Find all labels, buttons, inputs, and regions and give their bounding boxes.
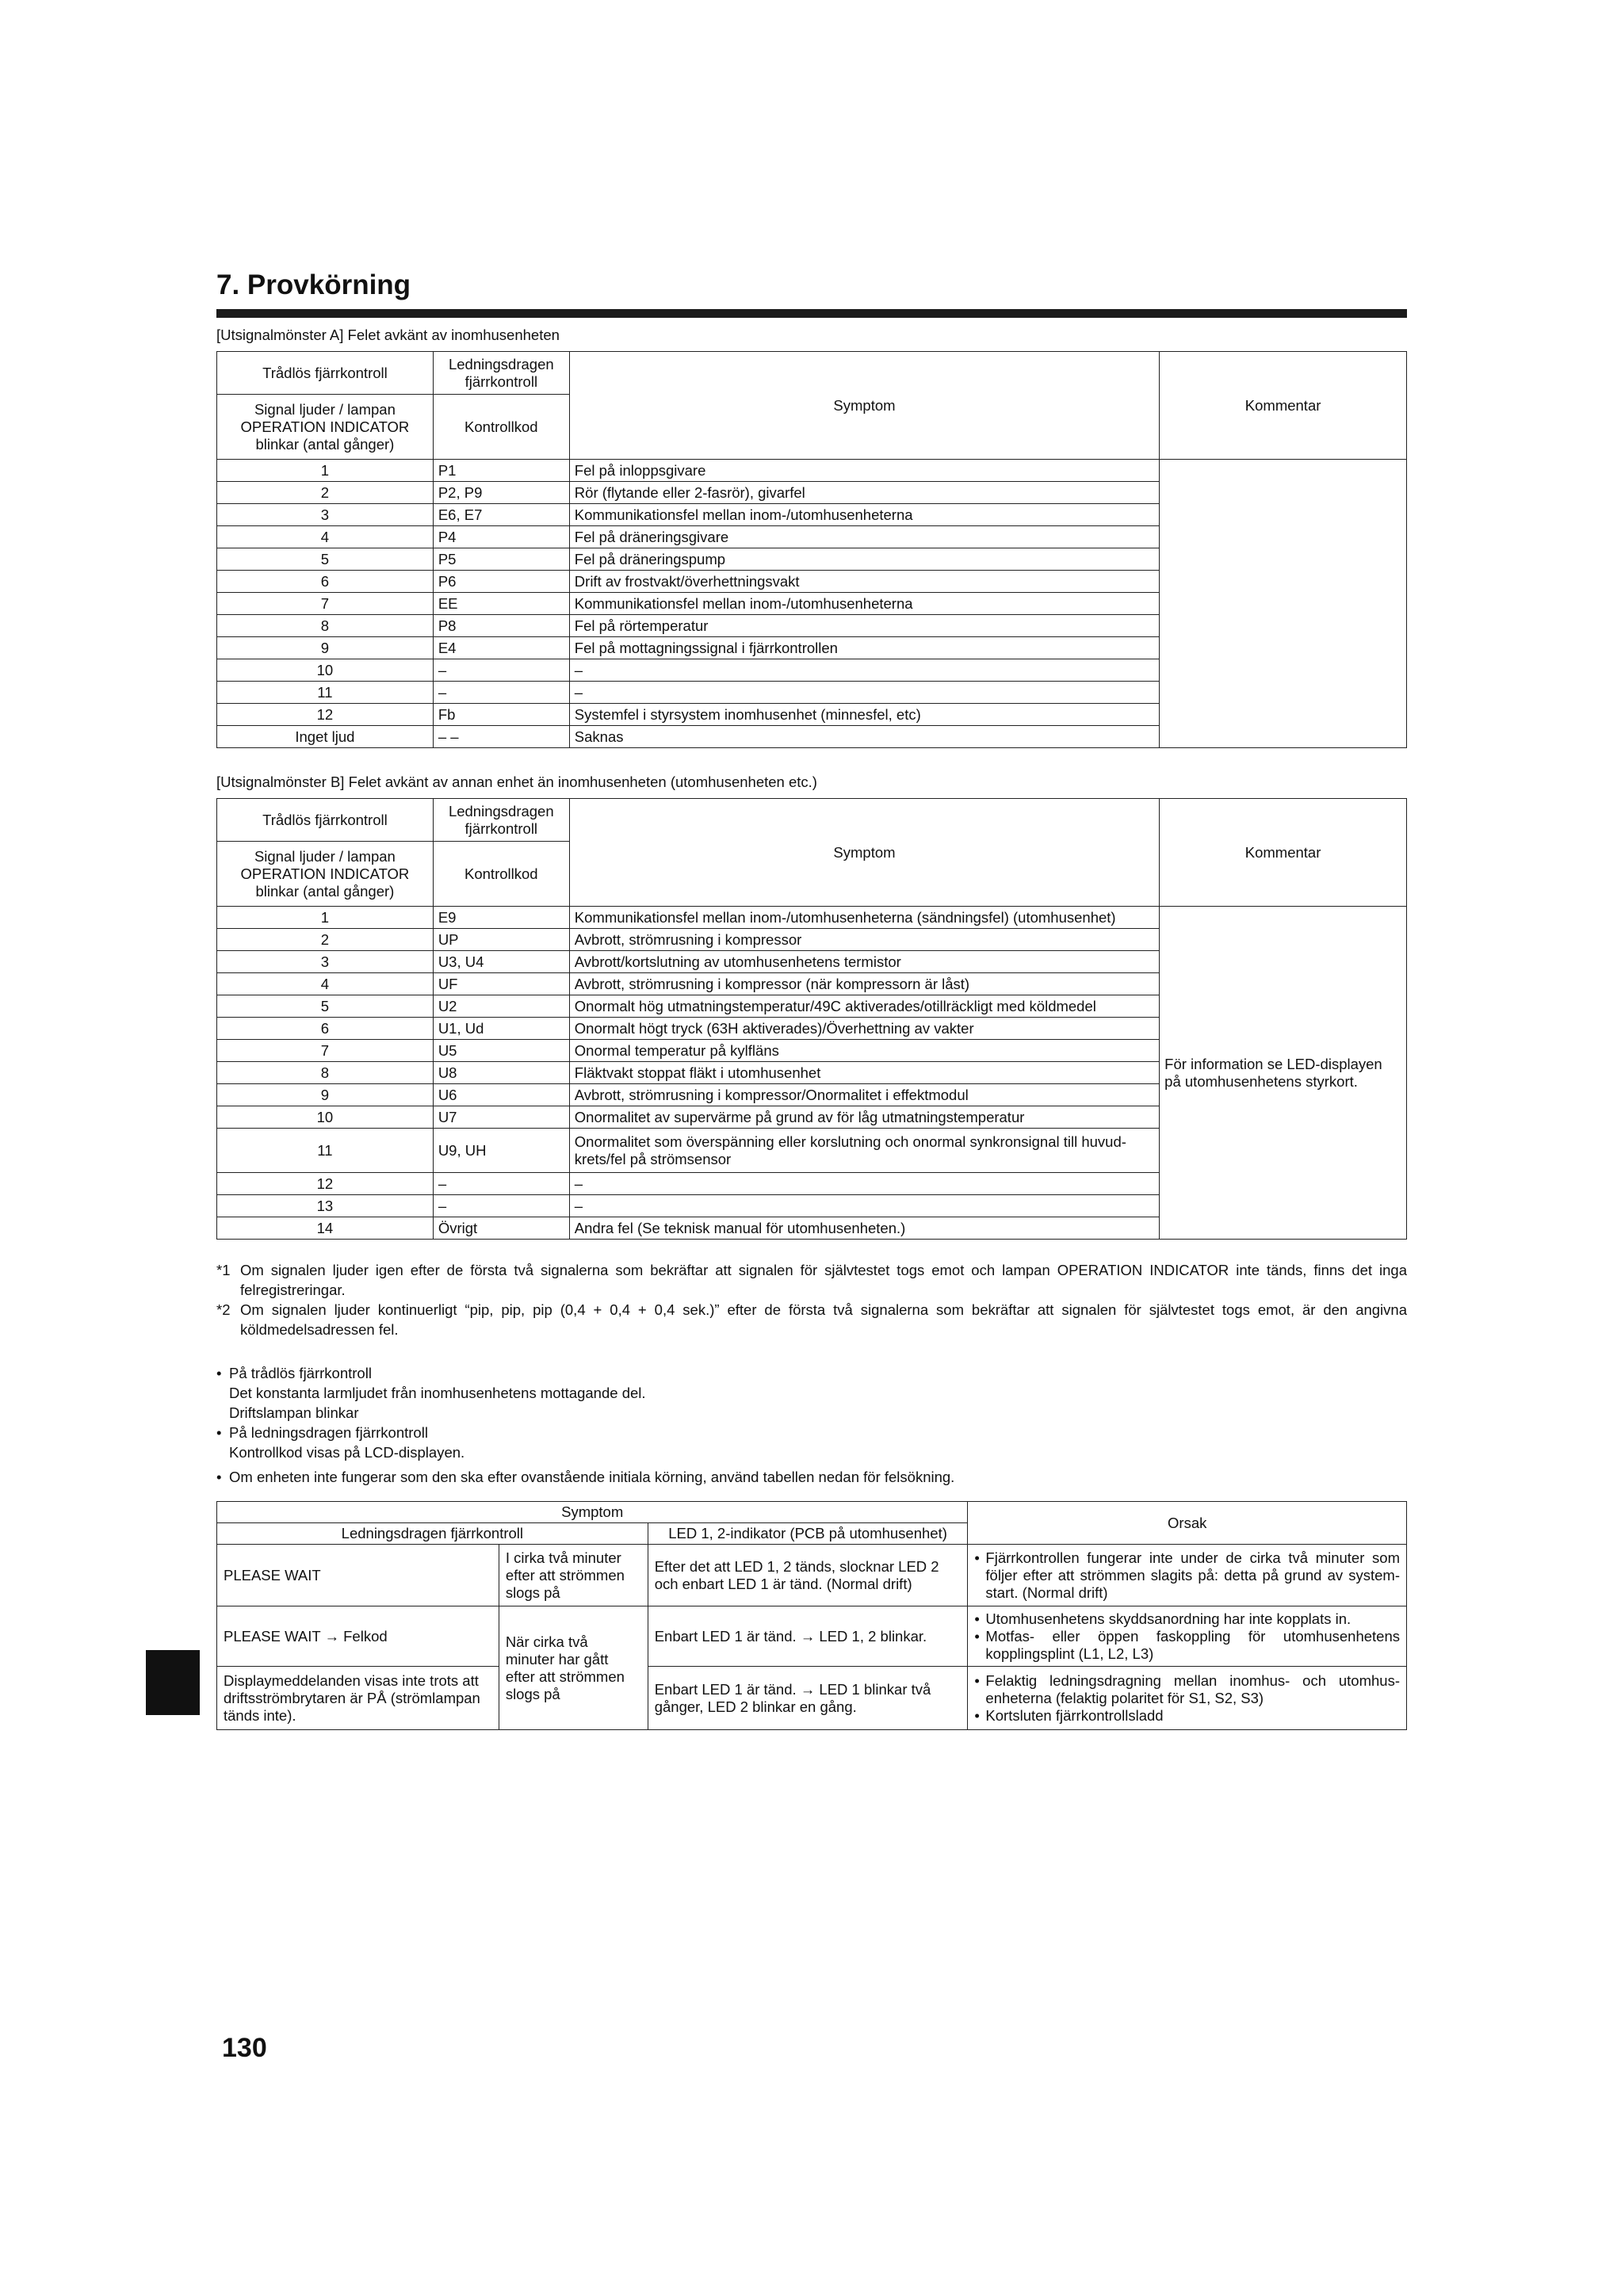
check-code: Övrigt [433,1217,569,1240]
table-a [216,351,1407,748]
signal-count: 11 [217,1129,434,1173]
symptom-text: – [569,682,1159,704]
symptom-text: Avbrott, strömrusning i kompressor (när kompressorn är låst) [569,973,1159,995]
table-b-header-wired: Ledningsdragen fjärrkontroll [433,799,569,842]
check-code: UP [433,929,569,951]
signal-count: 3 [217,504,434,526]
symptom-text: Onormal temperatur på kylfläns [569,1040,1159,1062]
symptom-text: Avbrott/kortslutning av utomhusenhetens termistor [569,951,1159,973]
table-c-header-cause: Orsak [968,1502,1407,1545]
check-code: U1, Ud [433,1018,569,1040]
bullet-wireless-line-2: Driftslampan blinkar [229,1404,359,1421]
check-code: U3, U4 [433,951,569,973]
check-code: P4 [433,526,569,548]
signal-count: 2 [217,482,434,504]
check-code: U5 [433,1040,569,1062]
symptom-text: Fel på dräneringspump [569,548,1159,571]
table-c-header-led: LED 1, 2-indikator (PCB på utomhusenhet) [648,1523,968,1545]
troubleshooting-table [216,1501,1407,1730]
footnotes [216,1260,1407,1339]
signal-count: 9 [217,637,434,659]
bullet-troubleshoot: • Om enheten inte fungerar som den ska efter ovanstående initiala körning, använd tabellen nedan för felsökning. [216,1469,955,1485]
section-title: 7. Provkörning [216,269,411,300]
check-code: P5 [433,548,569,571]
signal-count: 10 [217,1106,434,1129]
check-code: – [433,659,569,682]
section-tab-marker [146,1650,200,1715]
row1-cause: • Fjärrkontrollen fungerar inte under de cirka två minuter som följer efter att strömmen slagits på: detta på grund av system-start. (Normal drift) [968,1545,1407,1606]
signal-count: 14 [217,1217,434,1240]
check-code: U6 [433,1084,569,1106]
table-b [216,798,1407,1240]
symptom-text: Fel på mottagningssignal i fjärrkontrollen [569,637,1159,659]
check-code: P2, P9 [433,482,569,504]
signal-count: 6 [217,571,434,593]
footnote-2: *2 Om signalen ljuder kontinuerligt “pip, pip, pip (0,4 + 0,4 + 0,4 sek.)” efter de första två signalerna som bekräftar att signalen för självtestet togs emot, är den angivna köldmedelsadressen fel. [216,1301,1407,1338]
table-b-header-symptom: Symptom [569,799,1159,907]
check-code: U7 [433,1106,569,1129]
bullet-wireless: • På trådlös fjärrkontroll [216,1365,372,1381]
signal-count: 12 [217,1173,434,1195]
signal-count: 7 [217,593,434,615]
symptom-text: Kommunikationsfel mellan inom-/utomhusenheterna [569,504,1159,526]
table-b-header-signal: Signal ljuder / lampan OPERATION INDICATOR blinkar (antal gånger) [217,842,434,907]
signal-count: 1 [217,460,434,482]
page-number: 130 [222,2033,267,2063]
bullet-wired-line-1: Kontrollkod visas på LCD-displayen. [229,1444,465,1461]
check-code: U8 [433,1062,569,1084]
signal-count: 13 [217,1195,434,1217]
row1-time: I cirka två minuter efter att strömmen slogs på [499,1545,648,1606]
comment-cell [1160,460,1407,748]
check-code: E4 [433,637,569,659]
table-row [217,460,1407,482]
symptom-text: Andra fel (Se teknisk manual för utomhusenheten.) [569,1217,1159,1240]
symptom-text: Avbrott, strömrusning i kompressor/Onormalitet i effektmodul [569,1084,1159,1106]
signal-count: 12 [217,704,434,726]
symptom-text: – [569,1173,1159,1195]
row3-led: Enbart LED 1 är tänd. → LED 1 blinkar två gånger, LED 2 blinkar en gång. [648,1667,968,1730]
check-code: U2 [433,995,569,1018]
signal-count: 5 [217,995,434,1018]
check-code: U9, UH [433,1129,569,1173]
check-code: – – [433,726,569,748]
row3-display: Displaymeddelanden visas inte trots att driftsströmbrytaren är PÅ (strömlampan tänds inte). [217,1667,499,1730]
signal-count: 8 [217,615,434,637]
table-row [217,907,1407,929]
check-code: UF [433,973,569,995]
symptom-text: Onormalitet av supervärme på grund av för låg utmatningstemperatur [569,1106,1159,1129]
signal-count: 6 [217,1018,434,1040]
row23-time: När cirka två minuter har gått efter att strömmen slogs på [499,1606,648,1730]
signal-count: 3 [217,951,434,973]
comment-cell: För information se LED-displayen på utomhusenhetens styrkort. [1160,907,1407,1240]
symptom-text: Kommunikationsfel mellan inom-/utomhusenheterna (sändningsfel) (utomhusenhet) [569,907,1159,929]
table-b-header-comment: Kommentar [1160,799,1407,907]
symptom-text: Avbrott, strömrusning i kompressor [569,929,1159,951]
symptom-text: Drift av frostvakt/överhettningsvakt [569,571,1159,593]
symptom-text: Rör (flytande eller 2-fasrör), givarfel [569,482,1159,504]
signal-count: 8 [217,1062,434,1084]
table-a-header-symptom: Symptom [569,352,1159,460]
check-code: E9 [433,907,569,929]
signal-count: 4 [217,973,434,995]
check-code: EE [433,593,569,615]
symptom-text: Onormalt hög utmatningstemperatur/49C aktiverades/otillräckligt med köldmedel [569,995,1159,1018]
table-a-header-wired: Ledningsdragen fjärrkontroll [433,352,569,395]
signal-count: 1 [217,907,434,929]
row3-cause: • Felaktig ledningsdragning mellan inomhus- och utomhus-enheterna (felaktig polaritet för S1, S2, S3) • Kortsluten fjärrkontrollsladd [968,1667,1407,1730]
signal-count: 2 [217,929,434,951]
symptom-text: Fel på inloppsgivare [569,460,1159,482]
table-a-caption: [Utsignalmönster A] Felet avkänt av inomhusenheten [216,327,560,343]
signal-count: Inget ljud [217,726,434,748]
table-c-header-wired: Ledningsdragen fjärrkontroll [217,1523,648,1545]
title-rule [216,309,1407,318]
check-code: E6, E7 [433,504,569,526]
table-b-header-code: Kontrollkod [433,842,569,907]
check-code: P1 [433,460,569,482]
table-a-header-code: Kontrollkod [433,395,569,460]
table-a-header-signal: Signal ljuder / lampan OPERATION INDICATOR blinkar (antal gånger) [217,395,434,460]
table-b-caption: [Utsignalmönster B] Felet avkänt av annan enhet än inomhusenheten (utomhusenheten etc.) [216,774,817,790]
signal-count: 5 [217,548,434,571]
symptom-text: Saknas [569,726,1159,748]
check-code: P8 [433,615,569,637]
check-code: – [433,682,569,704]
symptom-text: Onormalitet som överspänning eller korslutning och onormal synkronsignal till huvud- krets/fel på strömsensor [569,1129,1159,1173]
bullet-wired: • På ledningsdragen fjärrkontroll [216,1424,428,1441]
signal-count: 7 [217,1040,434,1062]
check-code: – [433,1173,569,1195]
row2-display: PLEASE WAIT → Felkod [217,1606,499,1667]
signal-count: 9 [217,1084,434,1106]
signal-count: 4 [217,526,434,548]
signal-count: 11 [217,682,434,704]
signal-count: 10 [217,659,434,682]
table-a-header-wireless: Trådlös fjärrkontroll [217,352,434,395]
row2-led: Enbart LED 1 är tänd. → LED 1, 2 blinkar. [648,1606,968,1667]
symptom-text: Kommunikationsfel mellan inom-/utomhusenheterna [569,593,1159,615]
check-code: P6 [433,571,569,593]
row2-cause: • Utomhusenhetens skyddsanordning har inte kopplats in. • Motfas- eller öppen faskoppling för utomhusenhetens kopplingsplint (L1, L2, L3) [968,1606,1407,1667]
table-b-header-wireless: Trådlös fjärrkontroll [217,799,434,842]
symptom-text: – [569,659,1159,682]
table-a-header-comment: Kommentar [1160,352,1407,460]
bullet-wireless-line-1: Det konstanta larmljudet från inomhusenhetens mottagande del. [229,1385,646,1401]
row1-display: PLEASE WAIT [217,1545,499,1606]
table-c-header-symptom: Symptom [217,1502,968,1523]
symptom-text: Systemfel i styrsystem inomhusenhet (minnesfel, etc) [569,704,1159,726]
check-code: – [433,1195,569,1217]
symptom-text: Fel på dräneringsgivare [569,526,1159,548]
check-code: Fb [433,704,569,726]
row1-led: Efter det att LED 1, 2 tänds, slocknar LED 2 och enbart LED 1 är tänd. (Normal drift) [648,1545,968,1606]
symptom-text: Onormalt högt tryck (63H aktiverades)/Överhettning av vakter [569,1018,1159,1040]
bullet-list [216,1363,1407,1487]
symptom-text: Fel på rörtemperatur [569,615,1159,637]
symptom-text: Fläktvakt stoppat fläkt i utomhusenhet [569,1062,1159,1084]
symptom-text: – [569,1195,1159,1217]
footnote-1: *1 Om signalen ljuder igen efter de första två signalerna som bekräftar att signalen för självtestet togs emot och lampan OPERATION INDICATOR inte tänds, finns det inga felregistreringar. [216,1262,1407,1298]
